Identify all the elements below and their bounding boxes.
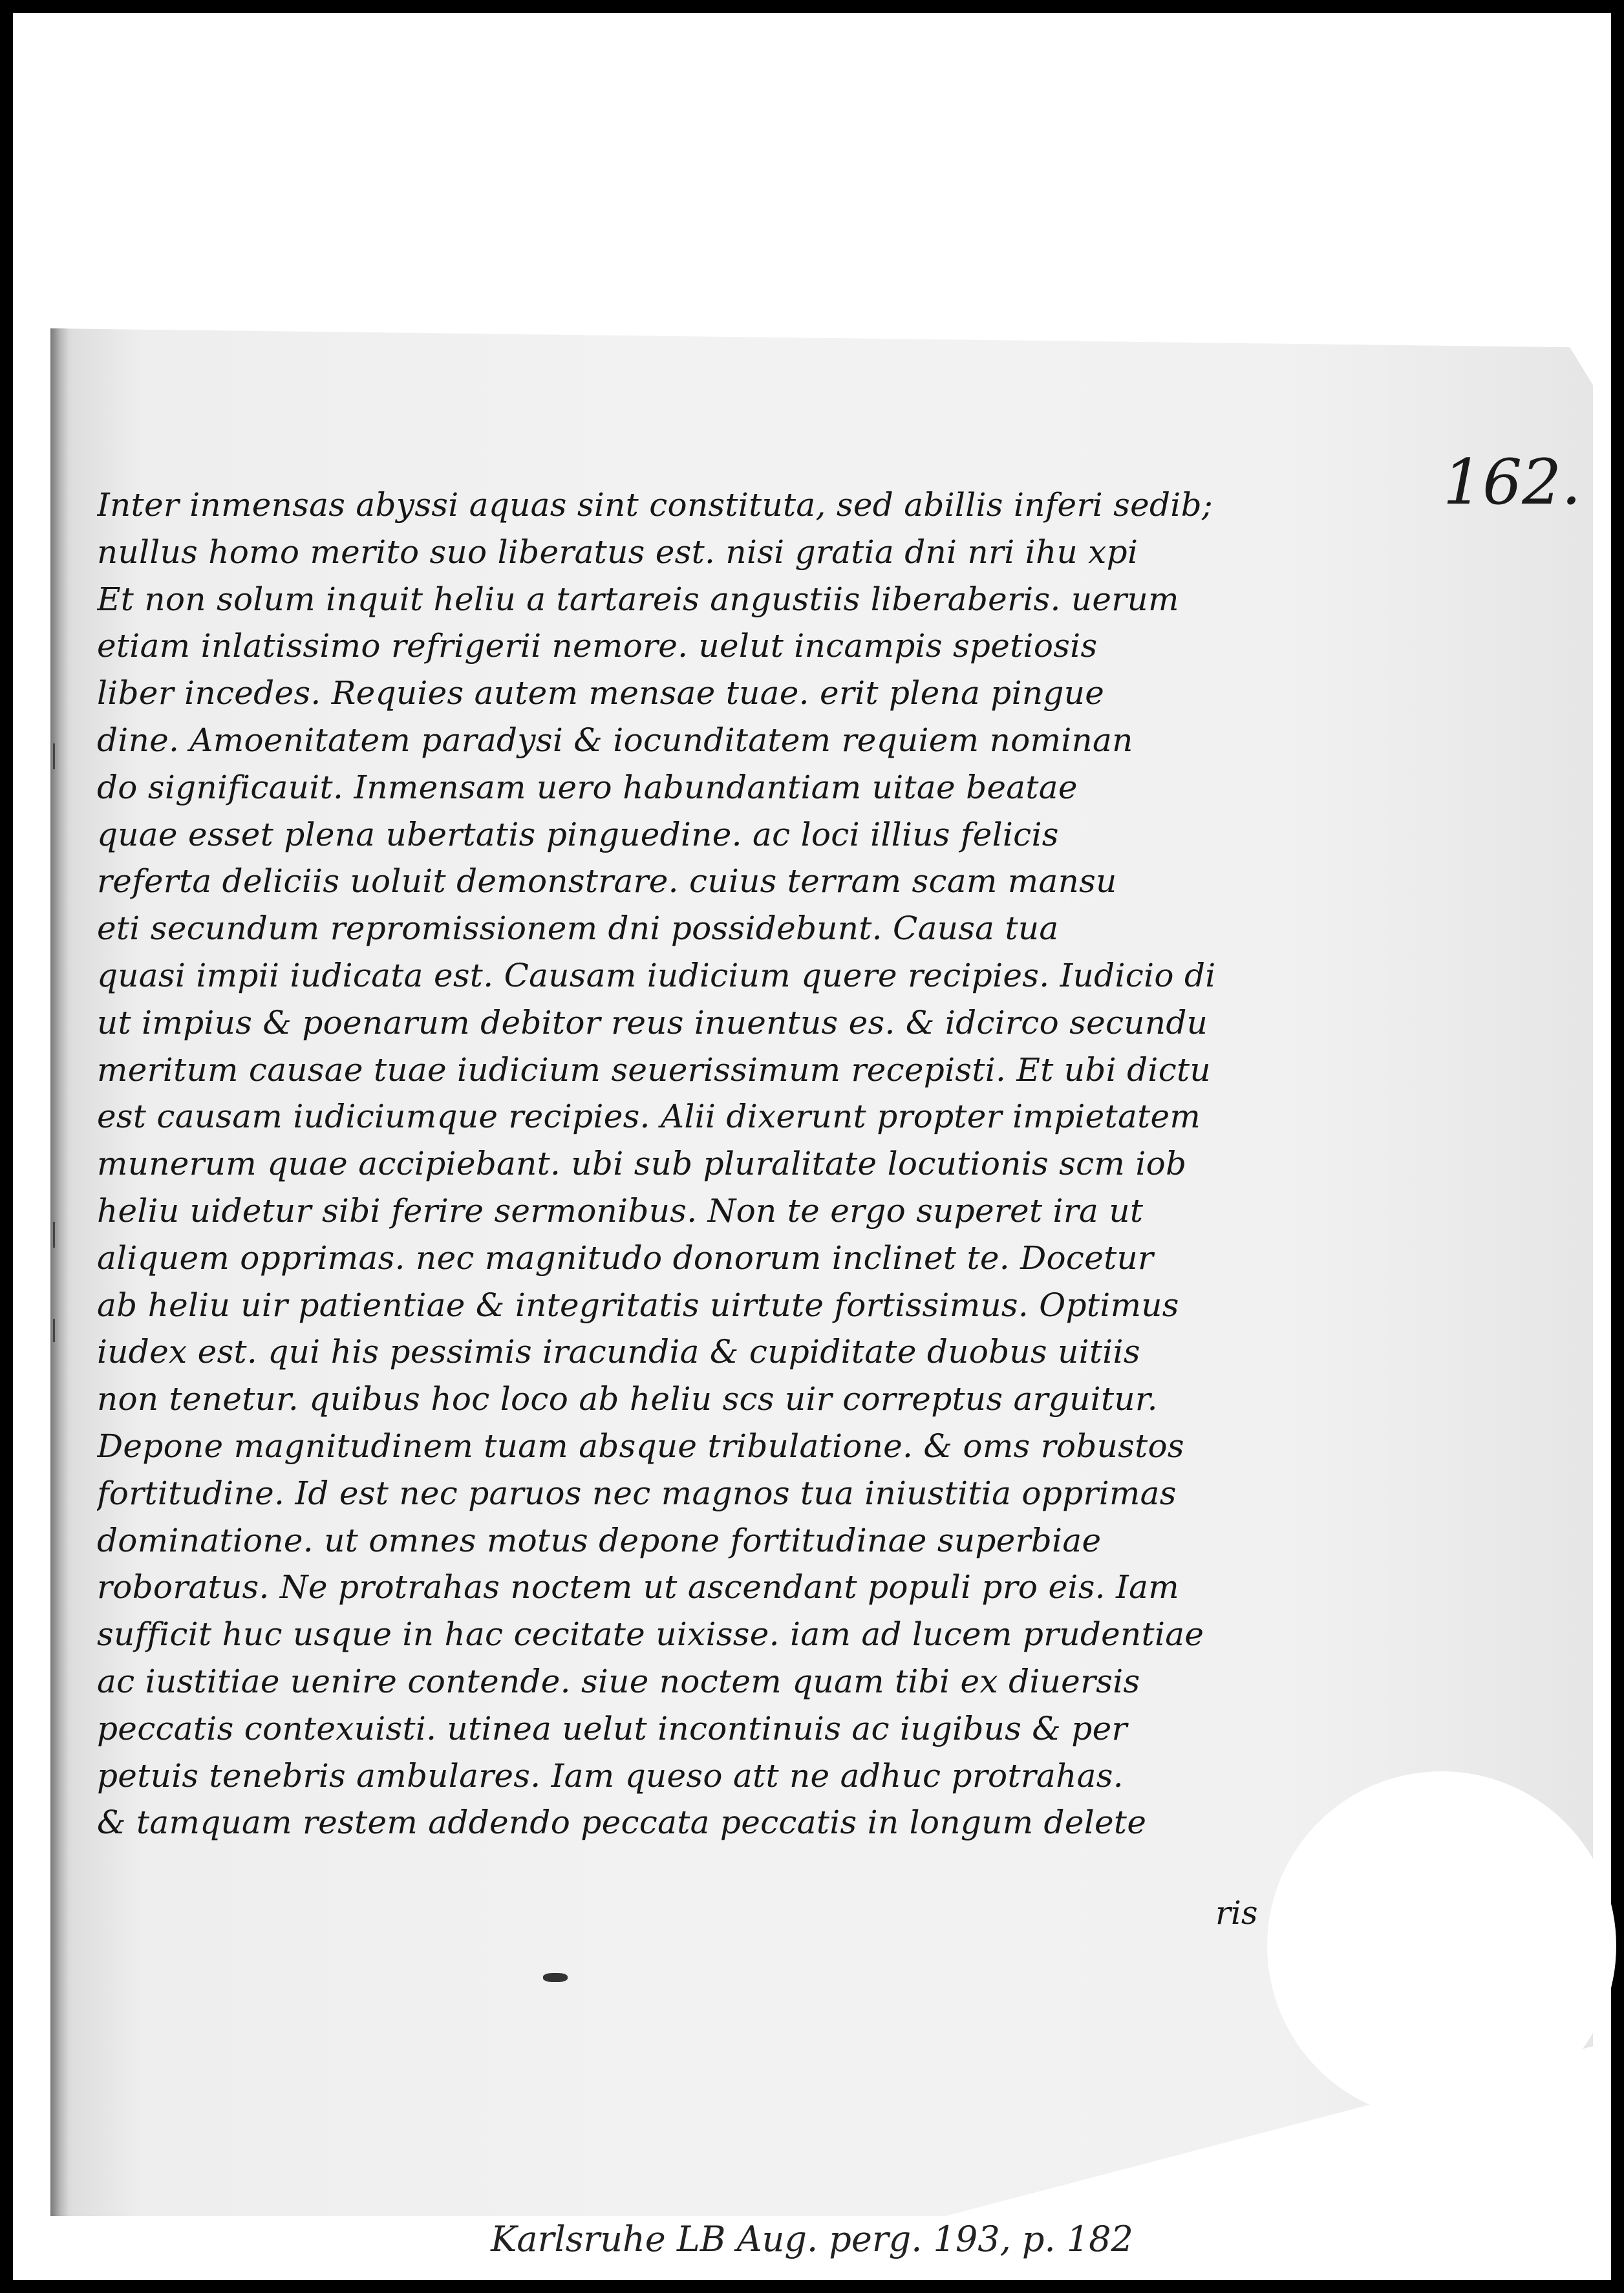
manuscript-line: sufficit huc usque in hac cecitate uixisse. iam ad lucem prudentiae bbox=[97, 1616, 1204, 1654]
manuscript-line: ab heliu uir patientiae & integritatis uirtute fortissimus. Optimus bbox=[97, 1286, 1179, 1324]
manuscript-line: quasi impii iudicata est. Causam iudicium quere recipies. Iudicio di bbox=[97, 956, 1216, 994]
manuscript-line: do significauit. Inmensam uero habundantiam uitae beatae bbox=[97, 768, 1078, 806]
manuscript-line: etiam inlatissimo refrigerii nemore. uelut incampis spetiosis bbox=[97, 627, 1098, 665]
ink-blot bbox=[543, 1973, 568, 1982]
manuscript-line: munerum quae accipiebant. ubi sub pluralitate locutionis scm iob bbox=[97, 1145, 1187, 1183]
manuscript-line: est causam iudiciumque recipies. Alii dixerunt propter impietatem bbox=[97, 1098, 1201, 1136]
manuscript-line: iudex est. qui his pessimis iracundia & cupiditate duobus uitiis bbox=[97, 1333, 1140, 1371]
manuscript-line: fortitudine. Id est nec paruos nec magnos tua iniustitia opprimas bbox=[97, 1474, 1177, 1512]
manuscript-line: & tamquam restem addendo peccata peccatis in longum delete bbox=[97, 1804, 1147, 1842]
manuscript-line: Depone magnitudinem tuam absque tribulatione. & oms robustos bbox=[97, 1427, 1184, 1465]
manuscript-line: eti secundum repromissionem dni possidebunt. Causa tua bbox=[97, 910, 1059, 948]
folio-number: 162. bbox=[1443, 446, 1581, 518]
leaf-binding-edge bbox=[50, 328, 69, 2216]
manuscript-line: nullus homo merito suo liberatus est. nisi gratia dni nri ihu xpi bbox=[97, 533, 1138, 571]
manuscript-line: dominatione. ut omnes motus depone fortitudinae superbiae bbox=[97, 1521, 1102, 1559]
manuscript-line: meritum causae tuae iudicium seuerissimum recepisti. Et ubi dictu bbox=[97, 1051, 1211, 1089]
manuscript-line: referta deliciis uoluit demonstrare. cuius terram scam mansu bbox=[97, 862, 1117, 901]
manuscript-line: Inter inmensas abyssi aquas sint constituta, sed abillis inferi sedib; bbox=[97, 486, 1213, 524]
manuscript-line: heliu uidetur sibi ferire sermonibus. Non te ergo superet ira ut bbox=[97, 1191, 1144, 1230]
manuscript-line: ut impius & poenarum debitor reus inuentus es. & idcirco secundu bbox=[97, 1003, 1208, 1041]
manuscript-line: petuis tenebris ambulares. Iam queso att ne adhuc protrahas. bbox=[97, 1756, 1124, 1795]
manuscript-line: peccatis contexuisti. utinea uelut incontinuis ac iugibus & per bbox=[97, 1709, 1127, 1747]
manuscript-line: aliquem opprimas. nec magnitudo donorum inclinet te. Docetur bbox=[97, 1239, 1154, 1277]
manuscript-line: non tenetur. quibus hoc loco ab heliu scs uir correptus arguitur. bbox=[97, 1380, 1158, 1418]
catchword-area bbox=[1215, 1894, 1293, 1932]
manuscript-line: ac iustitiae uenire contende. siue noctem quam tibi ex diuersis bbox=[97, 1662, 1140, 1700]
manuscript-line: roboratus. Ne protrahas noctem ut ascendant populi pro eis. Iam bbox=[97, 1568, 1179, 1606]
manuscript-text bbox=[97, 482, 1422, 1846]
manuscript-line: liber incedes. Requies autem mensae tuae. erit plena pingue bbox=[97, 674, 1105, 712]
catchword: ris bbox=[1215, 1894, 1258, 1932]
manuscript-line: dine. Amoenitatem paradysi & iocunditatem requiem nominan bbox=[97, 721, 1133, 759]
shelfmark-caption: Karlsruhe LB Aug. perg. 193, p. 182 bbox=[491, 2219, 1133, 2259]
manuscript-line: Et non solum inquit heliu a tartareis angustiis liberaberis. uerum bbox=[97, 580, 1179, 618]
manuscript-line: quae esset plena ubertatis pinguedine. ac loci illius felicis bbox=[97, 815, 1059, 853]
